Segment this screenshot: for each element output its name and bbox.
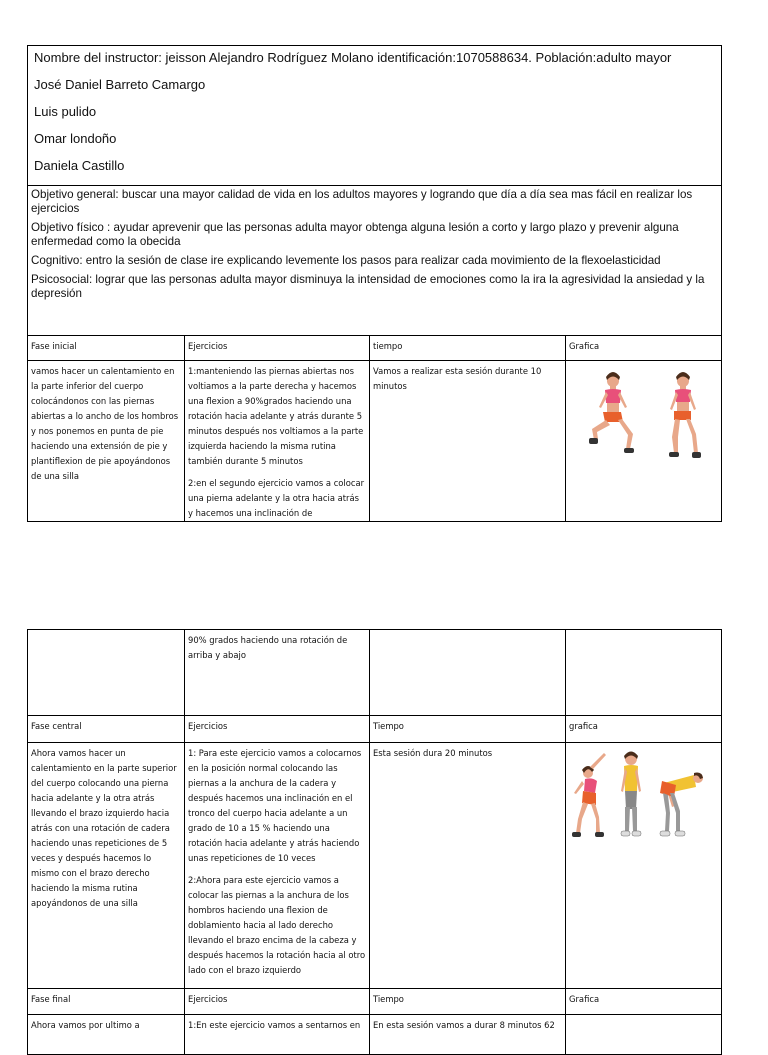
column-header-grafica: Grafica <box>566 336 722 361</box>
continuation-empty-cell <box>370 630 566 716</box>
column-header-tiempo: Tiempo <box>370 989 566 1015</box>
column-header-fase: Fase inicial <box>28 336 185 361</box>
exercise-2-text: 2:en el segundo ejercicio vamos a colocar una pierna adelante y la otra hacia atrás y hacemos una inclinación de <box>188 478 365 518</box>
lunge-figure-icon <box>589 372 634 453</box>
fase-inicial-graphic <box>566 361 722 522</box>
exercise-1-text: 1: Para este ejercicio vamos a colocarnos en la posición normal colocando las piernas a la anchura de la cadera y después hacemos una inclinación en el tronco del cuerpo hacia adelante a un grado de 10 a 15 % haciendo una rotación hacia adelante y atrás haciendo unas repeticiones de 10 veces <box>188 748 362 863</box>
exercise-2-text: 2:Ahora para este ejercicio vamos a colocar las piernas a la anchura de los hombros haciendo una flexion de doblamiento hacia al lado derecho llevando el brazo encima de la cabeza y después hacemos la rotación hacia al otro lado con el brazo izquierdo <box>188 875 366 975</box>
column-header-tiempo: Tiempo <box>370 716 566 743</box>
fase-central-graphic <box>566 743 722 989</box>
member-name: Daniela Castillo <box>34 158 125 173</box>
fase-central-description <box>28 743 185 989</box>
time-text: Esta sesión dura 20 minutos <box>373 748 493 758</box>
standing-figure-icon <box>621 752 641 837</box>
member-name: José Daniel Barreto Camargo <box>34 77 206 92</box>
header-block <box>28 46 722 186</box>
forward-bend-figure-icon <box>660 773 703 836</box>
column-header-grafica: Grafica <box>566 989 722 1015</box>
exercise-illustration <box>570 367 720 477</box>
fase-central-exercises <box>185 743 370 989</box>
column-header-fase: Fase final <box>28 989 185 1015</box>
fase-inicial-exercises <box>185 361 370 522</box>
description-text: vamos hacer un calentamiento en la parte inferior del cuerpo colocándonos con las piernas abiertas a lo ancho de los hombros y nos ponemos en punta de pie haciendo una extensión de pie y plantiflexion de pie apoyándonos de una silla <box>31 366 179 481</box>
side-bend-figure-icon <box>572 753 606 837</box>
continuation-empty-cell <box>566 630 722 716</box>
member-name: Omar londoño <box>34 131 117 146</box>
exercise-1-text: 1:manteniendo las piernas abiertas nos voltiamos a la parte derecha y hacemos una flexion a 90%grados haciendo una rotación hacia adelante y atrás durante 5 minutos después nos voltiamos a la parte izquierda haciendo la misma rutina también durante 5 minutos <box>188 366 364 466</box>
continuation-empty-cell <box>28 630 185 716</box>
description-text: Ahora vamos por ultimo a <box>31 1020 140 1030</box>
column-header-ejercicios: Ejercicios <box>185 989 370 1015</box>
column-header-fase: Fase central <box>28 716 185 743</box>
continuation-exercise <box>185 630 370 716</box>
column-header-grafica: grafica <box>566 716 722 743</box>
objective-psicosocial: Psicosocial: lograr que las personas adulta mayor disminuya la intensidad de emociones como la ira la agresividad la ansiedad y la depresión <box>31 273 705 300</box>
instructor-line: Nombre del instructor: jeisson Alejandro Rodríguez Molano identificación:1070588634. Población:adulto mayor <box>34 50 672 65</box>
column-header-tiempo: tiempo <box>370 336 566 361</box>
exercise-1-text: 1:En este ejercicio vamos a sentarnos en <box>188 1020 361 1030</box>
fase-inicial-time <box>370 361 566 522</box>
time-text: Vamos a realizar esta sesión durante 10 minutos <box>373 366 542 391</box>
member-name: Luis pulido <box>34 104 97 119</box>
description-text: Ahora vamos hacer un calentamiento en la parte superior del cuerpo colocando una pierna hacia adelante y la otra atrás llevando el brazo izquierdo hacia atrás con una rotación de cadera haciendo unas repeticiones de 5 veces y después hacemos lo mismo con el brazo derecho haciendo la misma rutina apoyándonos de una silla <box>31 748 177 908</box>
fase-final-graphic <box>566 1015 722 1055</box>
continuation-text: 90% grados haciendo una rotación de arriba y abajo <box>188 635 348 660</box>
fase-inicial-description <box>28 361 185 522</box>
objectives-block <box>28 186 722 336</box>
objective-cognitivo: Cognitivo: entro la sesión de clase ire explicando levemente los pasos para realizar cada movimiento de la flexoelasticidad <box>31 254 661 267</box>
time-text: En esta sesión vamos a durar 8 minutos 62 <box>373 1020 555 1030</box>
objective-fisico: Objetivo físico : ayudar aprevenir que las personas adulta mayor obtenga alguna lesión a corto y largo plazo y prevenir alguna enfermedad como la obecida <box>31 221 679 248</box>
fase-final-description <box>28 1015 185 1055</box>
column-header-ejercicios: Ejercicios <box>185 716 370 743</box>
exercise-illustration <box>568 747 718 847</box>
fase-final-exercises <box>185 1015 370 1055</box>
standing-stretch-figure-icon <box>669 372 701 458</box>
objective-general: Objetivo general: buscar una mayor calidad de vida en los adultos mayores y logrando que día a día sea mas fácil en realizar los ejercicios <box>31 188 693 215</box>
fase-central-time <box>370 743 566 989</box>
fase-final-time <box>370 1015 566 1055</box>
session-plan-table-page-1 <box>27 45 722 522</box>
column-header-ejercicios: Ejercicios <box>185 336 370 361</box>
session-plan-table-page-2 <box>27 629 722 1055</box>
